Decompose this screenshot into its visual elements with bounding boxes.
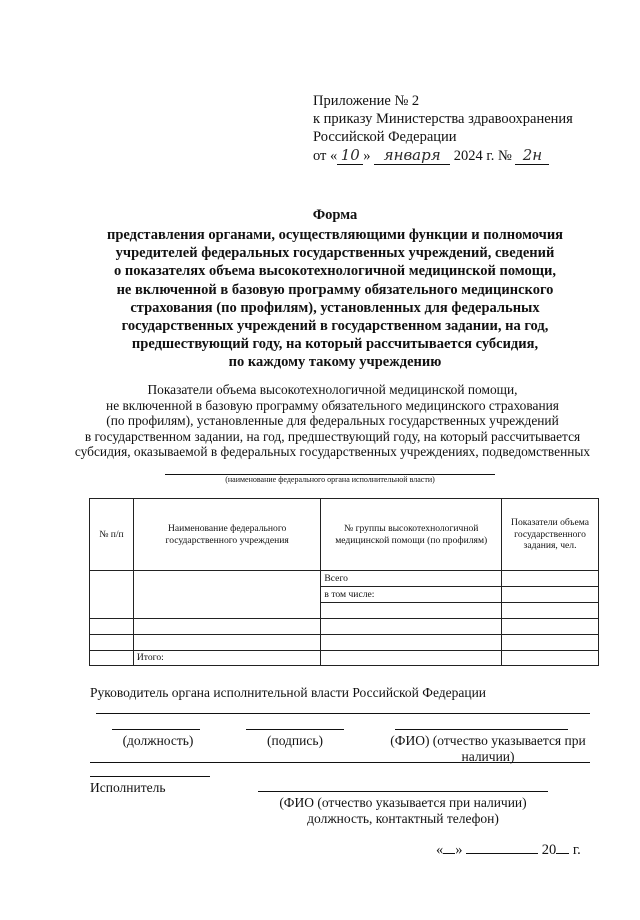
form-heading: Форма (312, 207, 358, 223)
position-line[interactable] (112, 729, 200, 730)
cell-sum-label: Итого: (133, 651, 321, 666)
agency-caption: (наименование федерального органа исполнительной власти) (225, 475, 435, 484)
annex-header (313, 92, 613, 165)
title-line: не включенной в базовую программу обязательного медицинского (116, 281, 554, 298)
date-row (436, 842, 581, 859)
table-header-row (90, 499, 599, 571)
date-year-text: 2024 г. № (453, 148, 512, 164)
date-prefix: от « (313, 148, 338, 164)
cell-value[interactable] (502, 619, 599, 635)
title-line: о показателях объема высокотехнологичной медицинской помощи, (114, 263, 556, 280)
intro-line: (по профилям), установленные для федеральных государственных учреждений (106, 413, 559, 429)
cell-total-value[interactable] (502, 571, 599, 587)
head-label: Руководитель органа исполнительной власти Российской Федерации (90, 685, 487, 700)
head-fill-line[interactable] (96, 713, 590, 714)
indicators-table (89, 498, 599, 666)
sign-caption: (подпись) (266, 733, 324, 748)
table-row (90, 619, 599, 635)
header-institution: Наименование федерального государственного учреждения (133, 499, 321, 571)
header-group: № группы высокотехнологичной медицинской помощи (по профилям) (321, 499, 502, 571)
cell-institution[interactable] (133, 571, 321, 619)
executor-caption (258, 795, 548, 827)
title-line: государственных учреждений в государственном задании, на год, (121, 318, 549, 335)
title-line: предшествующий году, на который рассчитывается субсидия, (131, 336, 539, 353)
date-month-field[interactable] (466, 853, 538, 854)
cell-group (321, 651, 502, 666)
cell-group[interactable] (321, 603, 502, 619)
cell-group[interactable] (321, 619, 502, 635)
cell-num[interactable] (90, 571, 134, 619)
cell-total-label: Всего (321, 571, 502, 587)
executor-label: Исполнитель (90, 780, 166, 795)
handwritten-day: 10 (337, 146, 363, 165)
title-line: учредителей федеральных государственных учреждений, сведений (115, 245, 555, 262)
date-quote-close: » (363, 148, 371, 164)
table-row (90, 571, 599, 587)
cell-including-label: в том числе: (321, 587, 502, 603)
executor-caption-line: (ФИО (отчество указывается при наличии) (279, 795, 527, 810)
intro-paragraph (60, 382, 605, 460)
cell-num[interactable] (90, 635, 134, 651)
intro-line: субсидия, оказываемой в федеральных государственных учреждениях, подведомственных (74, 444, 591, 460)
cell-value[interactable] (502, 603, 599, 619)
position-caption: (должность) (122, 733, 194, 748)
title-line: по каждому такому учреждению (228, 354, 442, 371)
annex-line-1: Приложение № 2 (313, 93, 420, 109)
title-line: страхования (по профилям), установленных для федеральных (130, 299, 540, 316)
handwritten-month: января (374, 146, 450, 165)
form-title (60, 226, 610, 372)
header-indicators: Показатели объема государственного задания, чел. (502, 499, 599, 571)
executor-caption-line: должность, контактный телефон) (307, 811, 499, 826)
executor-line[interactable] (90, 776, 210, 777)
fio-caption: (ФИО) (отчество указывается при наличии) (390, 733, 586, 764)
date-year-suffix: г. (572, 842, 581, 858)
annex-line-3: Российской Федерации (313, 129, 457, 145)
date-open: « (436, 842, 444, 858)
cell-sum-value[interactable] (502, 651, 599, 666)
cell-including-value[interactable] (502, 587, 599, 603)
table-row (90, 635, 599, 651)
executor-fio-line[interactable] (258, 791, 548, 792)
cell-institution[interactable] (133, 635, 321, 651)
date-day-field[interactable] (443, 853, 455, 854)
cell-value[interactable] (502, 635, 599, 651)
intro-line: Показатели объема высокотехнологичной медицинской помощи, (147, 382, 518, 397)
date-year-prefix: 20 (541, 842, 557, 858)
divider-line (90, 762, 590, 763)
title-line: представления органами, осуществляющими функции и полномочия (106, 227, 564, 243)
cell-num[interactable] (90, 619, 134, 635)
intro-line: в государственном задании, на год, предшествующий году, на который рассчитывается (84, 428, 581, 444)
handwritten-number: 2н (515, 146, 549, 165)
cell-institution[interactable] (133, 619, 321, 635)
annex-line-2: к приказу Министерства здравоохранения (313, 111, 573, 127)
date-year-field[interactable] (556, 853, 569, 854)
intro-line: не включенной в базовую программу обязательного медицинского страхования (106, 397, 559, 413)
date-close: » (455, 842, 463, 858)
cell-group[interactable] (321, 635, 502, 651)
sign-line[interactable] (246, 729, 344, 730)
cell-num (90, 651, 134, 666)
table-total-row (90, 651, 599, 666)
header-num: № п/п (90, 499, 134, 571)
fio-line[interactable] (395, 729, 568, 730)
annex-date-line (313, 146, 613, 165)
